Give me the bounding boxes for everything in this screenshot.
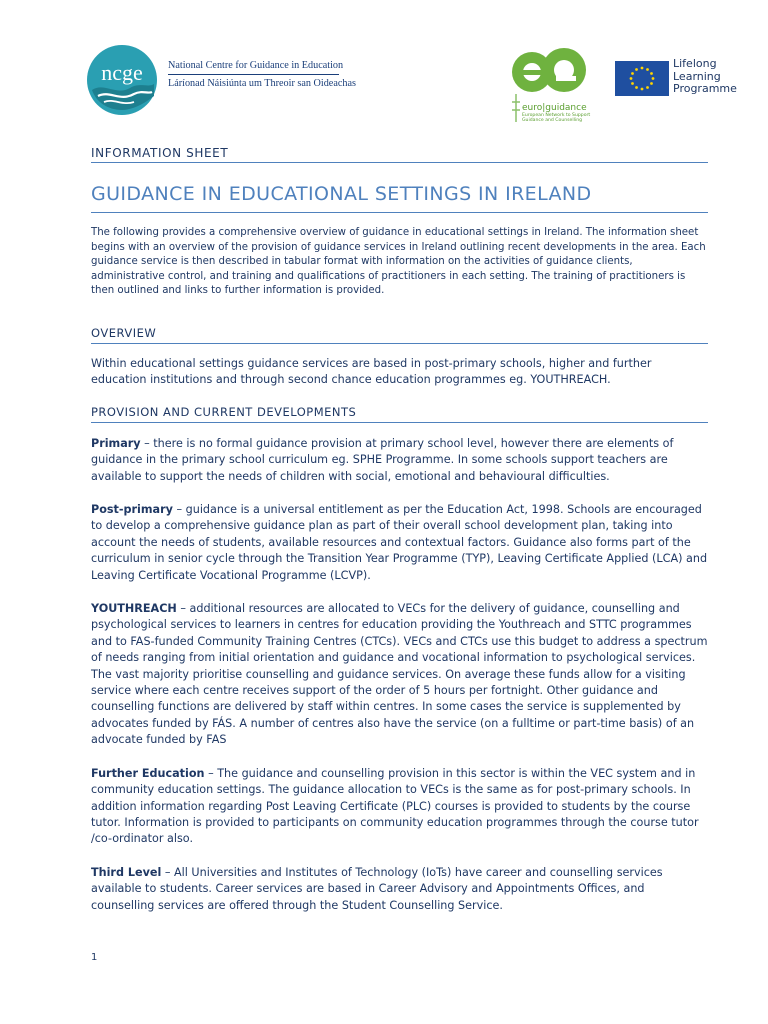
provision-label: Primary xyxy=(91,436,141,450)
provision-item-primary xyxy=(91,436,708,485)
eu-flag-icon xyxy=(615,61,669,96)
llp-label xyxy=(673,58,737,96)
provision-text: – The guidance and counselling provision in this sector is within the VEC system and in community education settings. The guidance allocation to VECs is the same as for post-primary schools. In addition information regarding Post Leaving Certificate (PLC) courses is provided to students by the course tutor. Information is provided to participants on community education programmes through the course tutor /co-ordinator also. xyxy=(91,766,699,846)
overview-paragraph: Within educational settings guidance services are based in post-primary schools, higher and further education institutions and through second chance education programmes eg. YOUTHREACH. xyxy=(91,356,652,387)
provision-label: YOUTHREACH xyxy=(91,602,177,616)
llp-line-1: Lifelong xyxy=(673,57,717,70)
euroguidance-brand: euro|guidance xyxy=(522,103,587,113)
document-title: GUIDANCE IN EDUCATIONAL SETTINGS IN IRELAND xyxy=(91,183,708,213)
provision-text: – guidance is a universal entitlement as per the Education Act, 1998. Schools are encouraged to develop a comprehensive guidance plan as part of their overall school development plan, taking into account the needs of students, available resources and contextual factors. Guidance also forms part of the curriculum in senior cycle through the Transition Year Programme (TYP), Leaving Certificate Applied (LCA) and Leaving Certificate Vocational Programme (LCVP). xyxy=(91,503,708,582)
provision-item-youthreach xyxy=(91,601,708,749)
provision-text: – additional resources are allocated to VECs for the delivery of guidance, counselling and psychological services to learners in centres for education providing the Youthreach and STTC programmes and to FAS-funded Community Training Centres (CTCs). VECs and CTCs use this budget to address a spectrum of needs ranging from initial orientation and guidance and vocational information to psychological services. The vast majority prioritise counselling and guidance services. On average these funds allow for a visiting service where each centre receives support of the order of 5 hours per fortnight. Other guidance and counselling functions are delivered by staff within centres. In some cases the service is supplemented by advocates funded by FÁS. A number of centres also have the service (on a fulltime or part-time basis) of an advocate funded by FAS xyxy=(91,602,708,747)
provision-heading: PROVISION AND CURRENT DEVELOPMENTS xyxy=(91,405,708,423)
ncge-logo-text: ncge xyxy=(101,60,143,85)
llp-line-2: Learning xyxy=(673,69,721,83)
provision-text: – All Universities and Institutes of Technology (IoTs) have career and counselling services available to students. Career services are based in Career Advisory and Appointments Offices, and counselling services are offered through the Student Counselling Service. xyxy=(91,865,663,912)
page-header xyxy=(0,0,768,140)
provision-item-further-education xyxy=(91,766,708,848)
euroguidance-logo-text: eg xyxy=(547,60,549,61)
llp-line-3: Programme xyxy=(673,82,737,96)
euroguidance-subtitle-1: European Network to Support xyxy=(522,113,591,118)
intro-paragraph: The following provides a comprehensive overview of guidance in educational settings in Ireland. The information sheet begins with an overview of the provision of guidance services in Ireland outlining recent developments in the area. Each guidance service is then described in tabular format with information on the activities of guidance clients, administrative control, and training and qualifications of practitioners in each setting. The training of practitioners is then outlined and links to further information is provided. xyxy=(91,227,706,297)
ncge-divider xyxy=(168,74,339,75)
document-body xyxy=(91,146,708,914)
ncge-name-irish: Láríonad Náisiúnta um Threoir san Oideachas xyxy=(168,78,356,89)
ncge-logo xyxy=(86,44,158,116)
provision-text: – there is no formal guidance provision at primary school level, however there are elements of guidance in the primary school curriculum eg. SPHE Programme. In some schools support teachers are available to support the needs of children with social, emotional and behavioural difficulties. xyxy=(91,436,674,483)
euroguidance-text-block xyxy=(522,103,612,124)
sheet-label: INFORMATION SHEET xyxy=(91,146,708,163)
provision-label: Third Level xyxy=(91,865,162,879)
provision-label: Further Education xyxy=(91,766,205,780)
page-number: 1 xyxy=(91,952,98,963)
ncge-name-block xyxy=(168,60,356,89)
euroguidance-subtitle-2: Guidance and Counselling xyxy=(522,118,583,124)
provision-label: Post-primary xyxy=(91,503,173,516)
provision-item-third-level xyxy=(91,865,708,914)
overview-heading: OVERVIEW xyxy=(91,326,708,344)
ncge-name-english: National Centre for Guidance in Education xyxy=(168,60,344,71)
provision-item-post-primary xyxy=(91,502,708,584)
